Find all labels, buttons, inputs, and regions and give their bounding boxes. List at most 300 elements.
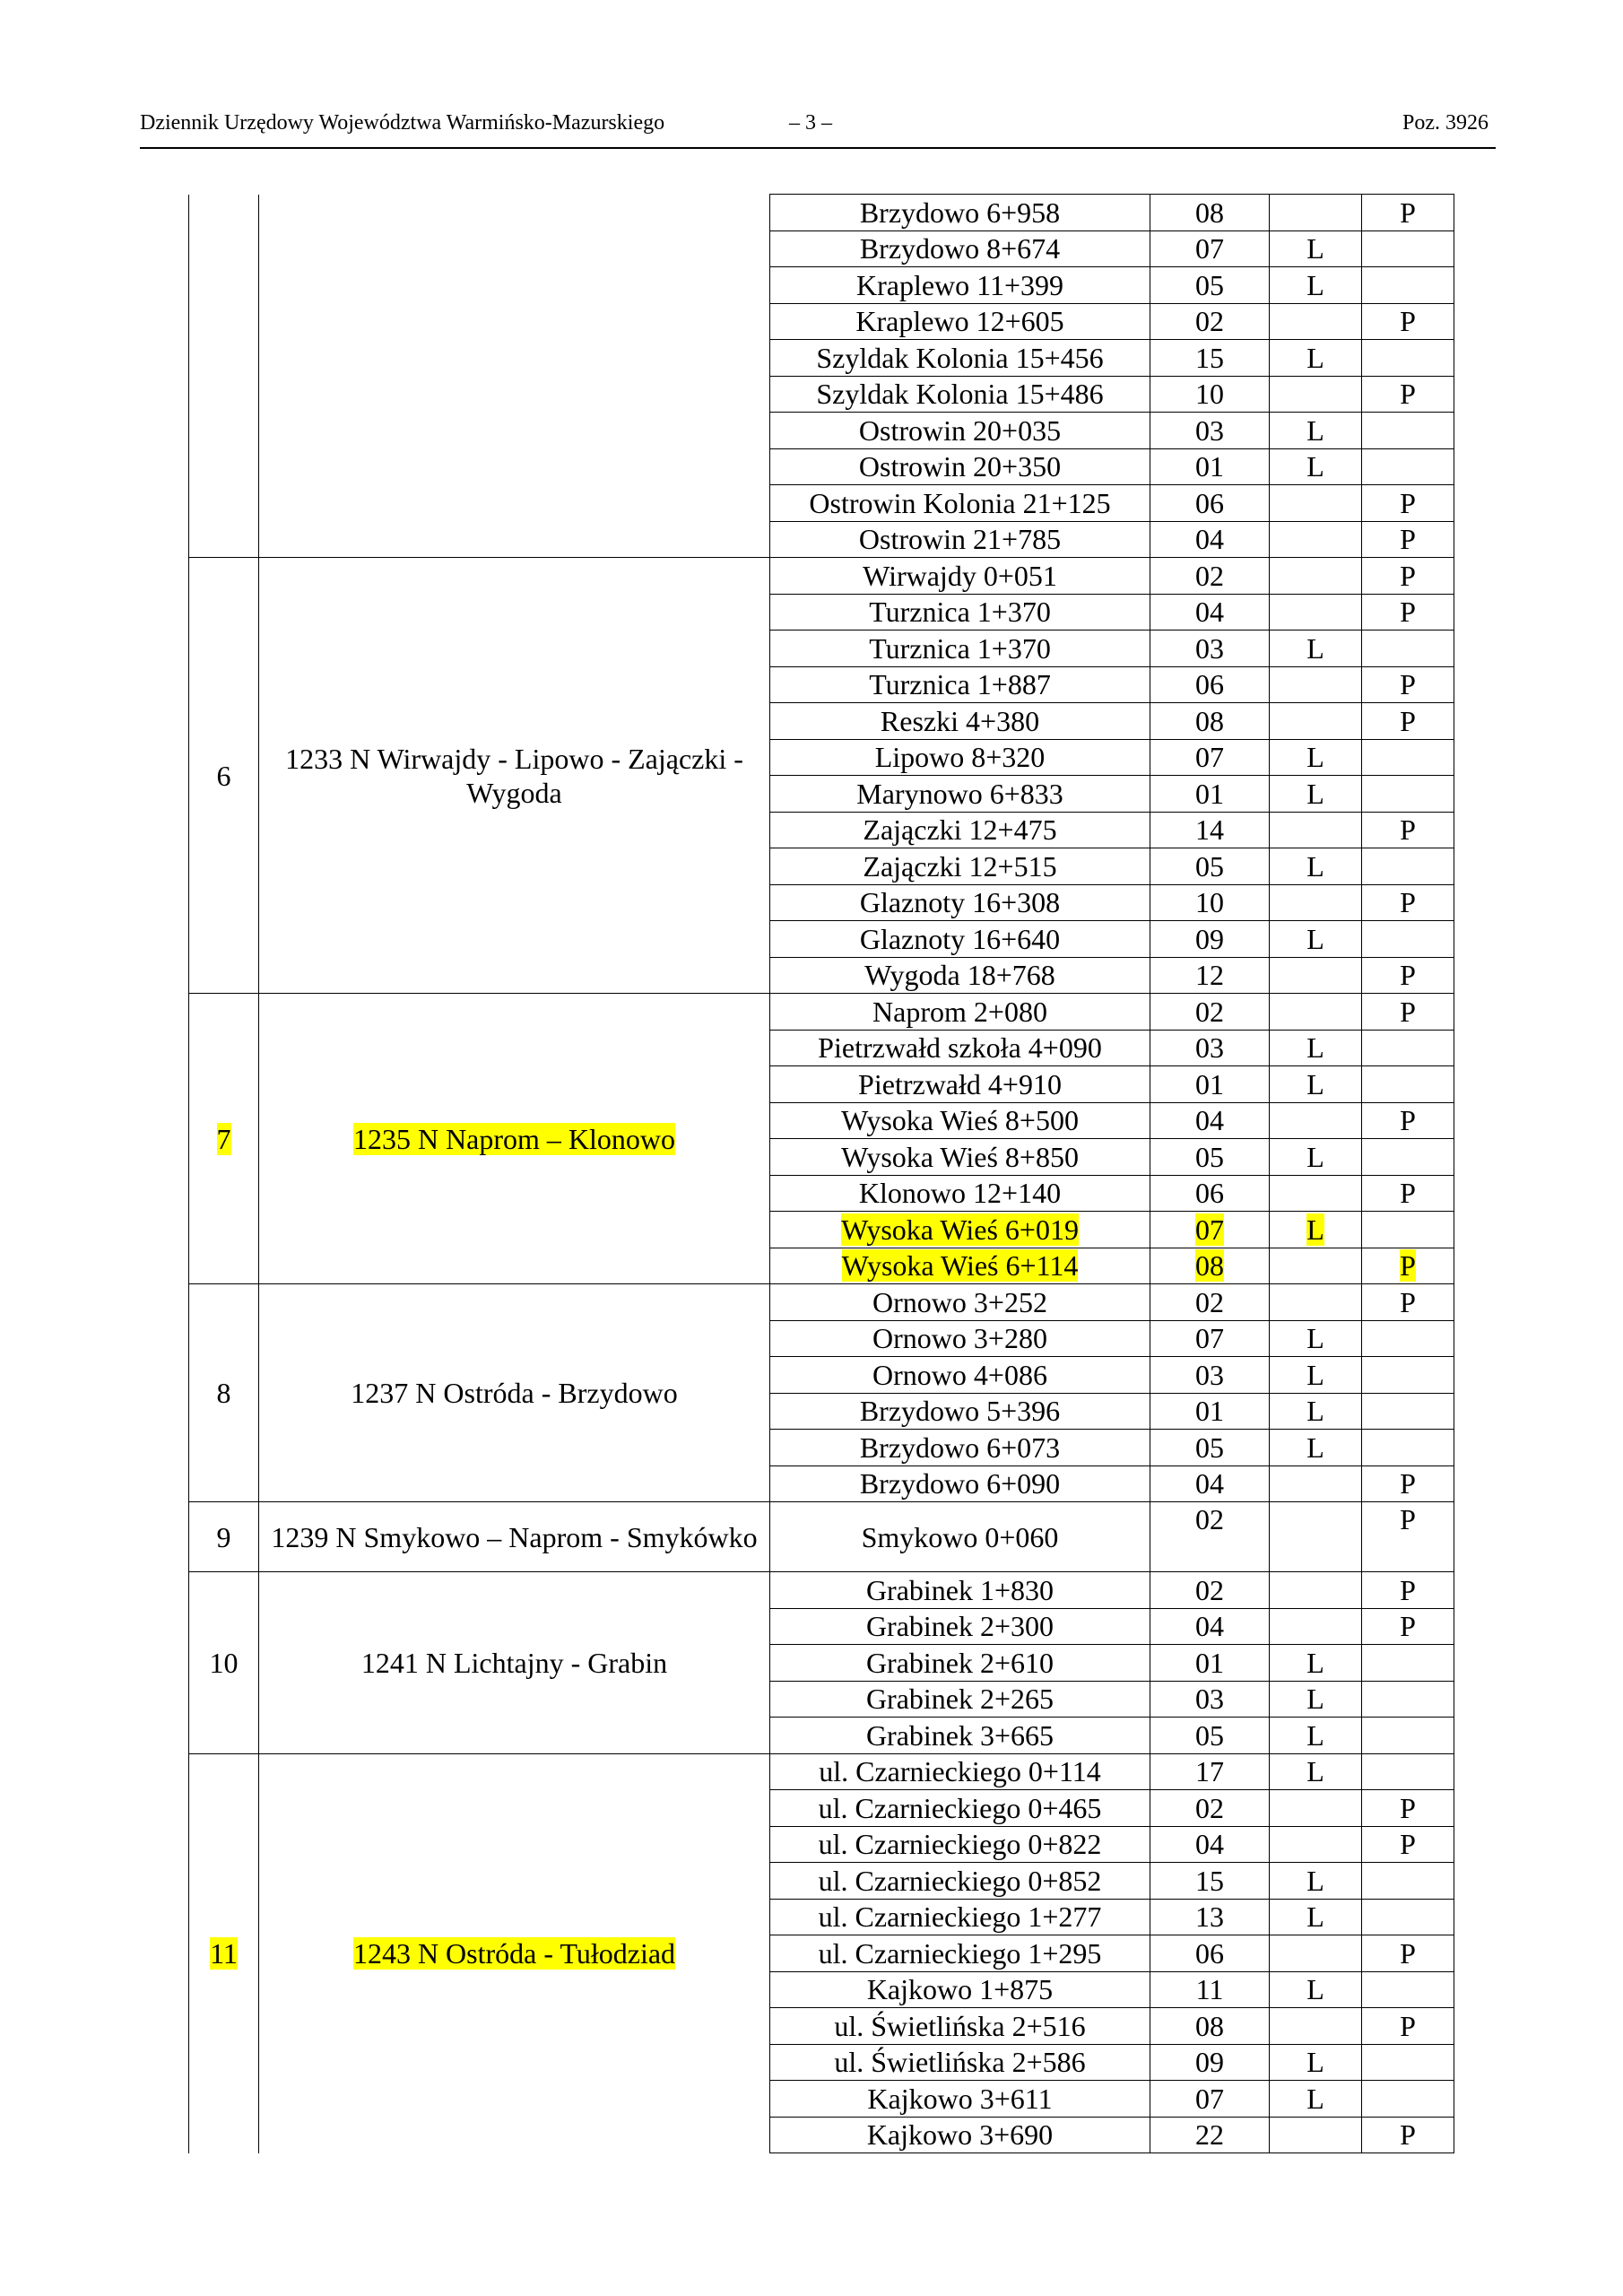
left-side-cell bbox=[1270, 1393, 1362, 1430]
stop-number-text: 05 bbox=[1195, 849, 1224, 883]
right-side-cell bbox=[1362, 195, 1454, 231]
lp-cell bbox=[189, 195, 259, 558]
stop-number-cell bbox=[1150, 994, 1270, 1031]
place-cell bbox=[770, 1066, 1150, 1103]
place-text: Brzydowo 8+674 bbox=[859, 232, 1061, 265]
left-side-text: L bbox=[1306, 849, 1324, 883]
place-cell bbox=[770, 230, 1150, 267]
place-text: Klonowo 12+140 bbox=[858, 1177, 1062, 1210]
place-cell bbox=[770, 1430, 1150, 1466]
stop-number-text: 01 bbox=[1195, 450, 1224, 483]
place-cell bbox=[770, 340, 1150, 377]
right-side-cell bbox=[1362, 303, 1454, 340]
place-text: Pietrzwałd szkoła 4+090 bbox=[818, 1031, 1102, 1065]
place-text: Zajączki 12+515 bbox=[863, 849, 1057, 883]
place-text: Ornowo 3+252 bbox=[872, 1285, 1047, 1318]
stop-number-text: 08 bbox=[1195, 704, 1224, 737]
road-name: 1243 N Ostróda - Tułodziad bbox=[352, 1937, 676, 1970]
left-side-cell bbox=[1270, 1753, 1362, 1790]
place-cell bbox=[770, 2117, 1150, 2153]
right-side-text: P bbox=[1400, 378, 1416, 411]
road-cell bbox=[259, 1284, 770, 1502]
stop-number-text: 01 bbox=[1195, 1395, 1224, 1428]
stop-number-text: 13 bbox=[1195, 1900, 1224, 1934]
place-cell bbox=[770, 884, 1150, 921]
page-header bbox=[140, 108, 1496, 149]
place-cell bbox=[770, 957, 1150, 994]
stop-number-cell bbox=[1150, 594, 1270, 631]
lp-cell bbox=[189, 558, 259, 994]
stop-number-text: 17 bbox=[1195, 1755, 1224, 1788]
right-side-cell bbox=[1362, 776, 1454, 813]
stop-number-text: 04 bbox=[1195, 1467, 1224, 1500]
right-side-cell bbox=[1362, 1465, 1454, 1502]
stop-number-cell bbox=[1150, 1753, 1270, 1790]
right-side-cell bbox=[1362, 1826, 1454, 1863]
stop-number-cell bbox=[1150, 448, 1270, 485]
place-text: Turznica 1+370 bbox=[869, 631, 1051, 665]
right-side-cell bbox=[1362, 1175, 1454, 1212]
stop-number-text: 03 bbox=[1195, 413, 1224, 447]
place-cell bbox=[770, 1502, 1150, 1572]
place-text: Zajączki 12+475 bbox=[863, 813, 1057, 847]
place-text: ul. Czarnieckiego 0+852 bbox=[818, 1864, 1102, 1897]
left-side-text: L bbox=[1306, 741, 1324, 774]
place-text: Wysoka Wieś 6+019 bbox=[841, 1213, 1079, 1246]
left-side-cell bbox=[1270, 2117, 1362, 2153]
journal-title: Dziennik Urzędowy Województwa Warmińsko-Mazurskiego bbox=[140, 111, 665, 135]
left-side-cell bbox=[1270, 340, 1362, 377]
place-cell bbox=[770, 1284, 1150, 1321]
stop-number-text: 07 bbox=[1195, 2082, 1224, 2115]
table-row bbox=[189, 1753, 1454, 1790]
left-side-cell bbox=[1270, 1718, 1362, 1754]
stop-number-cell bbox=[1150, 1718, 1270, 1754]
stop-number-cell bbox=[1150, 1139, 1270, 1176]
stop-number-cell bbox=[1150, 413, 1270, 449]
road-cell bbox=[259, 195, 770, 558]
stop-number-cell bbox=[1150, 1645, 1270, 1682]
right-side-cell bbox=[1362, 1248, 1454, 1284]
left-side-cell bbox=[1270, 1935, 1362, 1972]
place-cell bbox=[770, 1971, 1150, 2008]
table-row bbox=[189, 195, 1454, 231]
left-side-text: L bbox=[1306, 268, 1324, 301]
place-cell bbox=[770, 1681, 1150, 1718]
place-cell bbox=[770, 1863, 1150, 1900]
right-side-text: P bbox=[1400, 1467, 1416, 1500]
position-number: Poz. 3926 bbox=[1402, 111, 1488, 135]
stop-number-cell bbox=[1150, 1971, 1270, 2008]
right-side-text: P bbox=[1400, 995, 1416, 1028]
stop-number-cell bbox=[1150, 1502, 1270, 1572]
left-side-cell bbox=[1270, 703, 1362, 740]
right-side-cell bbox=[1362, 267, 1454, 304]
left-side-cell bbox=[1270, 1465, 1362, 1502]
stop-number-text: 07 bbox=[1195, 1213, 1224, 1246]
stop-number-cell bbox=[1150, 376, 1270, 413]
place-text: ul. Czarnieckiego 0+822 bbox=[818, 1828, 1102, 1861]
place-text: Turznica 1+887 bbox=[869, 668, 1051, 701]
table-row bbox=[189, 1284, 1454, 1321]
place-cell bbox=[770, 1935, 1150, 1972]
stop-number-cell bbox=[1150, 1102, 1270, 1139]
right-side-cell bbox=[1362, 2081, 1454, 2118]
left-side-cell bbox=[1270, 1608, 1362, 1645]
place-cell bbox=[770, 703, 1150, 740]
left-side-cell bbox=[1270, 994, 1362, 1031]
stop-number-text: 22 bbox=[1195, 2118, 1224, 2152]
left-side-cell bbox=[1270, 631, 1362, 667]
right-side-cell bbox=[1362, 739, 1454, 776]
stop-number-cell bbox=[1150, 1030, 1270, 1066]
left-side-text: L bbox=[1306, 1067, 1324, 1100]
right-side-text: P bbox=[1400, 813, 1416, 847]
stop-number-cell bbox=[1150, 1284, 1270, 1321]
place-text: Brzydowo 5+396 bbox=[859, 1395, 1061, 1428]
road-name: 1241 N Lichtajny - Grabin bbox=[360, 1646, 668, 1679]
place-text: Kajkowo 3+611 bbox=[867, 2082, 1053, 2115]
stop-number-text: 03 bbox=[1195, 1358, 1224, 1391]
place-cell bbox=[770, 1030, 1150, 1066]
left-side-text: L bbox=[1306, 922, 1324, 955]
place-cell bbox=[770, 1320, 1150, 1357]
stop-number-text: 06 bbox=[1195, 1177, 1224, 1210]
table-row bbox=[189, 994, 1454, 1031]
stop-number-text: 01 bbox=[1195, 1067, 1224, 1100]
place-text: Marynowo 6+833 bbox=[856, 777, 1063, 810]
stop-number-text: 05 bbox=[1195, 1431, 1224, 1464]
right-side-text: P bbox=[1400, 2009, 1416, 2042]
place-text: Kajkowo 1+875 bbox=[866, 1973, 1054, 2006]
left-side-text: L bbox=[1306, 1395, 1324, 1428]
right-side-text: P bbox=[1400, 305, 1416, 338]
road-cell bbox=[259, 1572, 770, 1754]
place-text: ul. Świetlińska 2+516 bbox=[834, 2009, 1086, 2042]
right-side-text: P bbox=[1400, 196, 1416, 229]
right-side-cell bbox=[1362, 631, 1454, 667]
place-text: Kajkowo 3+690 bbox=[866, 2118, 1054, 2152]
stop-number-text: 02 bbox=[1195, 1285, 1224, 1318]
stop-number-cell bbox=[1150, 2081, 1270, 2118]
right-side-cell bbox=[1362, 558, 1454, 595]
stop-number-text: 05 bbox=[1195, 1718, 1224, 1752]
right-side-cell bbox=[1362, 1102, 1454, 1139]
place-text: Szyldak Kolonia 15+456 bbox=[816, 341, 1104, 374]
stop-number-text: 02 bbox=[1195, 1573, 1224, 1606]
lp-number: 9 bbox=[216, 1520, 231, 1553]
stop-number-cell bbox=[1150, 1572, 1270, 1609]
left-side-cell bbox=[1270, 1139, 1362, 1176]
stop-number-text: 06 bbox=[1195, 668, 1224, 701]
left-side-cell bbox=[1270, 1971, 1362, 2008]
right-side-text: P bbox=[1400, 1104, 1416, 1137]
right-side-cell bbox=[1362, 994, 1454, 1031]
stop-number-text: 10 bbox=[1195, 378, 1224, 411]
place-cell bbox=[770, 521, 1150, 558]
stop-number-text: 02 bbox=[1195, 305, 1224, 338]
place-cell bbox=[770, 631, 1150, 667]
stop-number-cell bbox=[1150, 1320, 1270, 1357]
stop-number-text: 11 bbox=[1195, 1973, 1224, 2006]
right-side-cell bbox=[1362, 848, 1454, 885]
left-side-text: L bbox=[1306, 777, 1324, 810]
stop-number-text: 06 bbox=[1195, 1936, 1224, 1970]
lp-cell bbox=[189, 1284, 259, 1502]
stop-number-cell bbox=[1150, 921, 1270, 958]
right-side-text: P bbox=[1400, 1791, 1416, 1824]
left-side-cell bbox=[1270, 848, 1362, 885]
stop-number-cell bbox=[1150, 340, 1270, 377]
left-side-text: L bbox=[1306, 450, 1324, 483]
lp-cell bbox=[189, 994, 259, 1284]
right-side-cell bbox=[1362, 1430, 1454, 1466]
right-side-cell bbox=[1362, 666, 1454, 703]
stop-number-cell bbox=[1150, 1465, 1270, 1502]
place-cell bbox=[770, 1102, 1150, 1139]
place-cell bbox=[770, 485, 1150, 522]
place-text: Glaznoty 16+308 bbox=[859, 886, 1061, 919]
left-side-text: L bbox=[1306, 1031, 1324, 1065]
left-side-cell bbox=[1270, 1212, 1362, 1248]
stop-number-cell bbox=[1150, 739, 1270, 776]
place-text: ul. Świetlińska 2+586 bbox=[834, 2046, 1086, 2079]
stop-number-cell bbox=[1150, 1430, 1270, 1466]
place-cell bbox=[770, 1608, 1150, 1645]
left-side-text: L bbox=[1306, 1864, 1324, 1897]
place-text: ul. Czarnieckiego 0+114 bbox=[819, 1755, 1101, 1788]
lp-cell bbox=[189, 1572, 259, 1754]
place-text: Wysoka Wieś 6+114 bbox=[841, 1249, 1079, 1283]
road-cell bbox=[259, 1753, 770, 2153]
stop-number-text: 02 bbox=[1195, 995, 1224, 1028]
right-side-cell bbox=[1362, 376, 1454, 413]
right-side-cell bbox=[1362, 1863, 1454, 1900]
stop-number-text: 14 bbox=[1195, 813, 1224, 847]
left-side-cell bbox=[1270, 1572, 1362, 1609]
place-text: Ostrowin 21+785 bbox=[858, 523, 1062, 556]
stop-number-text: 04 bbox=[1195, 1610, 1224, 1643]
page-number: – 3 – bbox=[789, 111, 832, 135]
place-cell bbox=[770, 1899, 1150, 1935]
right-side-cell bbox=[1362, 1645, 1454, 1682]
stop-number-text: 02 bbox=[1195, 1503, 1224, 1535]
left-side-text: L bbox=[1306, 1322, 1324, 1355]
place-text: Wysoka Wieś 8+500 bbox=[841, 1104, 1079, 1137]
right-side-text: P bbox=[1400, 959, 1416, 992]
stop-number-cell bbox=[1150, 485, 1270, 522]
left-side-cell bbox=[1270, 521, 1362, 558]
lp-number: 7 bbox=[216, 1122, 231, 1155]
road-name: 1239 N Smykowo – Naprom - Smykówko bbox=[271, 1520, 758, 1553]
road-name: 1235 N Naprom – Klonowo bbox=[352, 1122, 676, 1155]
lp-number: 8 bbox=[216, 1377, 231, 1409]
place-text: Kraplewo 11+399 bbox=[855, 268, 1064, 301]
place-text: Grabinek 2+300 bbox=[865, 1610, 1055, 1643]
stop-number-cell bbox=[1150, 703, 1270, 740]
right-side-text: P bbox=[1400, 1936, 1416, 1970]
left-side-cell bbox=[1270, 739, 1362, 776]
place-cell bbox=[770, 1248, 1150, 1284]
place-text: Grabinek 2+265 bbox=[865, 1683, 1055, 1716]
place-cell bbox=[770, 1753, 1150, 1790]
stop-number-text: 09 bbox=[1195, 2046, 1224, 2079]
stop-number-text: 01 bbox=[1195, 777, 1224, 810]
stop-number-cell bbox=[1150, 1790, 1270, 1827]
place-cell bbox=[770, 267, 1150, 304]
right-side-text: P bbox=[1400, 1249, 1416, 1283]
left-side-cell bbox=[1270, 413, 1362, 449]
stop-number-cell bbox=[1150, 957, 1270, 994]
left-side-cell bbox=[1270, 1248, 1362, 1284]
place-cell bbox=[770, 1572, 1150, 1609]
left-side-cell bbox=[1270, 1681, 1362, 1718]
place-cell bbox=[770, 1645, 1150, 1682]
place-cell bbox=[770, 812, 1150, 848]
place-cell bbox=[770, 1212, 1150, 1248]
place-text: Wirwajdy 0+051 bbox=[863, 559, 1057, 592]
road-cell bbox=[259, 558, 770, 994]
place-text: Brzydowo 6+090 bbox=[859, 1467, 1061, 1500]
place-text: Turznica 1+370 bbox=[869, 596, 1051, 629]
stop-number-cell bbox=[1150, 1066, 1270, 1103]
right-side-cell bbox=[1362, 521, 1454, 558]
left-side-cell bbox=[1270, 1284, 1362, 1321]
right-side-cell bbox=[1362, 1790, 1454, 1827]
left-side-cell bbox=[1270, 812, 1362, 848]
left-side-cell bbox=[1270, 776, 1362, 813]
stop-number-text: 04 bbox=[1195, 523, 1224, 556]
stop-number-cell bbox=[1150, 666, 1270, 703]
right-side-cell bbox=[1362, 1971, 1454, 2008]
left-side-text: L bbox=[1306, 1755, 1324, 1788]
left-side-cell bbox=[1270, 1175, 1362, 1212]
stop-number-text: 01 bbox=[1195, 1646, 1224, 1679]
place-text: Pietrzwałd 4+910 bbox=[858, 1067, 1062, 1100]
right-side-cell bbox=[1362, 594, 1454, 631]
stop-number-text: 05 bbox=[1195, 1140, 1224, 1173]
place-text: Smykowo 0+060 bbox=[861, 1520, 1059, 1553]
right-side-cell bbox=[1362, 230, 1454, 267]
right-side-text: P bbox=[1400, 668, 1416, 701]
place-text: Grabinek 1+830 bbox=[865, 1573, 1055, 1606]
stop-number-cell bbox=[1150, 1175, 1270, 1212]
lp-number: 6 bbox=[216, 759, 231, 792]
left-side-text: L bbox=[1306, 631, 1324, 665]
stop-number-text: 04 bbox=[1195, 596, 1224, 629]
stop-number-text: 05 bbox=[1195, 268, 1224, 301]
stop-number-cell bbox=[1150, 267, 1270, 304]
right-side-cell bbox=[1362, 921, 1454, 958]
stop-number-cell bbox=[1150, 812, 1270, 848]
place-text: Naprom 2+080 bbox=[872, 995, 1047, 1028]
stop-number-text: 02 bbox=[1195, 1791, 1224, 1824]
right-side-cell bbox=[1362, 884, 1454, 921]
stop-number-text: 04 bbox=[1195, 1104, 1224, 1137]
right-side-cell bbox=[1362, 957, 1454, 994]
stop-number-text: 07 bbox=[1195, 1322, 1224, 1355]
stop-number-cell bbox=[1150, 848, 1270, 885]
left-side-cell bbox=[1270, 267, 1362, 304]
stop-number-text: 15 bbox=[1195, 1864, 1224, 1897]
left-side-cell bbox=[1270, 1863, 1362, 1900]
right-side-cell bbox=[1362, 1608, 1454, 1645]
left-side-text: L bbox=[1306, 1140, 1324, 1173]
left-side-cell bbox=[1270, 1790, 1362, 1827]
right-side-cell bbox=[1362, 1284, 1454, 1321]
stop-number-cell bbox=[1150, 1681, 1270, 1718]
stop-number-cell bbox=[1150, 1608, 1270, 1645]
place-cell bbox=[770, 594, 1150, 631]
place-text: Ostrowin 20+350 bbox=[858, 450, 1062, 483]
stop-number-cell bbox=[1150, 303, 1270, 340]
stop-number-text: 15 bbox=[1195, 341, 1224, 374]
place-cell bbox=[770, 1718, 1150, 1754]
right-side-cell bbox=[1362, 485, 1454, 522]
left-side-cell bbox=[1270, 594, 1362, 631]
place-text: Lipowo 8+320 bbox=[874, 741, 1046, 774]
left-side-cell bbox=[1270, 485, 1362, 522]
stop-number-cell bbox=[1150, 776, 1270, 813]
right-side-text: P bbox=[1400, 2118, 1416, 2152]
table-row bbox=[189, 1572, 1454, 1609]
place-text: Ornowo 4+086 bbox=[872, 1358, 1047, 1391]
place-cell bbox=[770, 1393, 1150, 1430]
left-side-cell bbox=[1270, 376, 1362, 413]
left-side-cell bbox=[1270, 448, 1362, 485]
left-side-text: L bbox=[1306, 1718, 1324, 1752]
right-side-cell bbox=[1362, 1681, 1454, 1718]
stop-number-text: 08 bbox=[1195, 1249, 1224, 1283]
left-side-cell bbox=[1270, 1645, 1362, 1682]
right-side-cell bbox=[1362, 1357, 1454, 1394]
right-side-cell bbox=[1362, 1030, 1454, 1066]
place-cell bbox=[770, 376, 1150, 413]
place-cell bbox=[770, 2008, 1150, 2045]
right-side-cell bbox=[1362, 703, 1454, 740]
right-side-cell bbox=[1362, 1212, 1454, 1248]
left-side-text: L bbox=[1306, 1683, 1324, 1716]
place-cell bbox=[770, 994, 1150, 1031]
stop-number-cell bbox=[1150, 884, 1270, 921]
stop-number-cell bbox=[1150, 631, 1270, 667]
left-side-cell bbox=[1270, 1826, 1362, 1863]
place-text: ul. Czarnieckiego 1+295 bbox=[818, 1936, 1102, 1970]
right-side-cell bbox=[1362, 413, 1454, 449]
right-side-text: P bbox=[1400, 1610, 1416, 1643]
stops-table bbox=[188, 194, 1454, 2153]
right-side-cell bbox=[1362, 2008, 1454, 2045]
left-side-cell bbox=[1270, 2008, 1362, 2045]
stop-number-text: 07 bbox=[1195, 232, 1224, 265]
left-side-cell bbox=[1270, 1320, 1362, 1357]
lp-number: 11 bbox=[210, 1937, 238, 1970]
right-side-text: P bbox=[1400, 1177, 1416, 1210]
right-side-text: P bbox=[1400, 886, 1416, 919]
right-side-text: P bbox=[1400, 1573, 1416, 1606]
place-cell bbox=[770, 558, 1150, 595]
right-side-cell bbox=[1362, 1935, 1454, 1972]
stop-number-cell bbox=[1150, 1212, 1270, 1248]
left-side-cell bbox=[1270, 1102, 1362, 1139]
right-side-cell bbox=[1362, 2117, 1454, 2153]
right-side-cell bbox=[1362, 2044, 1454, 2081]
place-cell bbox=[770, 1790, 1150, 1827]
right-side-cell bbox=[1362, 1502, 1454, 1572]
left-side-cell bbox=[1270, 2044, 1362, 2081]
place-text: Wygoda 18+768 bbox=[864, 959, 1055, 992]
left-side-cell bbox=[1270, 921, 1362, 958]
